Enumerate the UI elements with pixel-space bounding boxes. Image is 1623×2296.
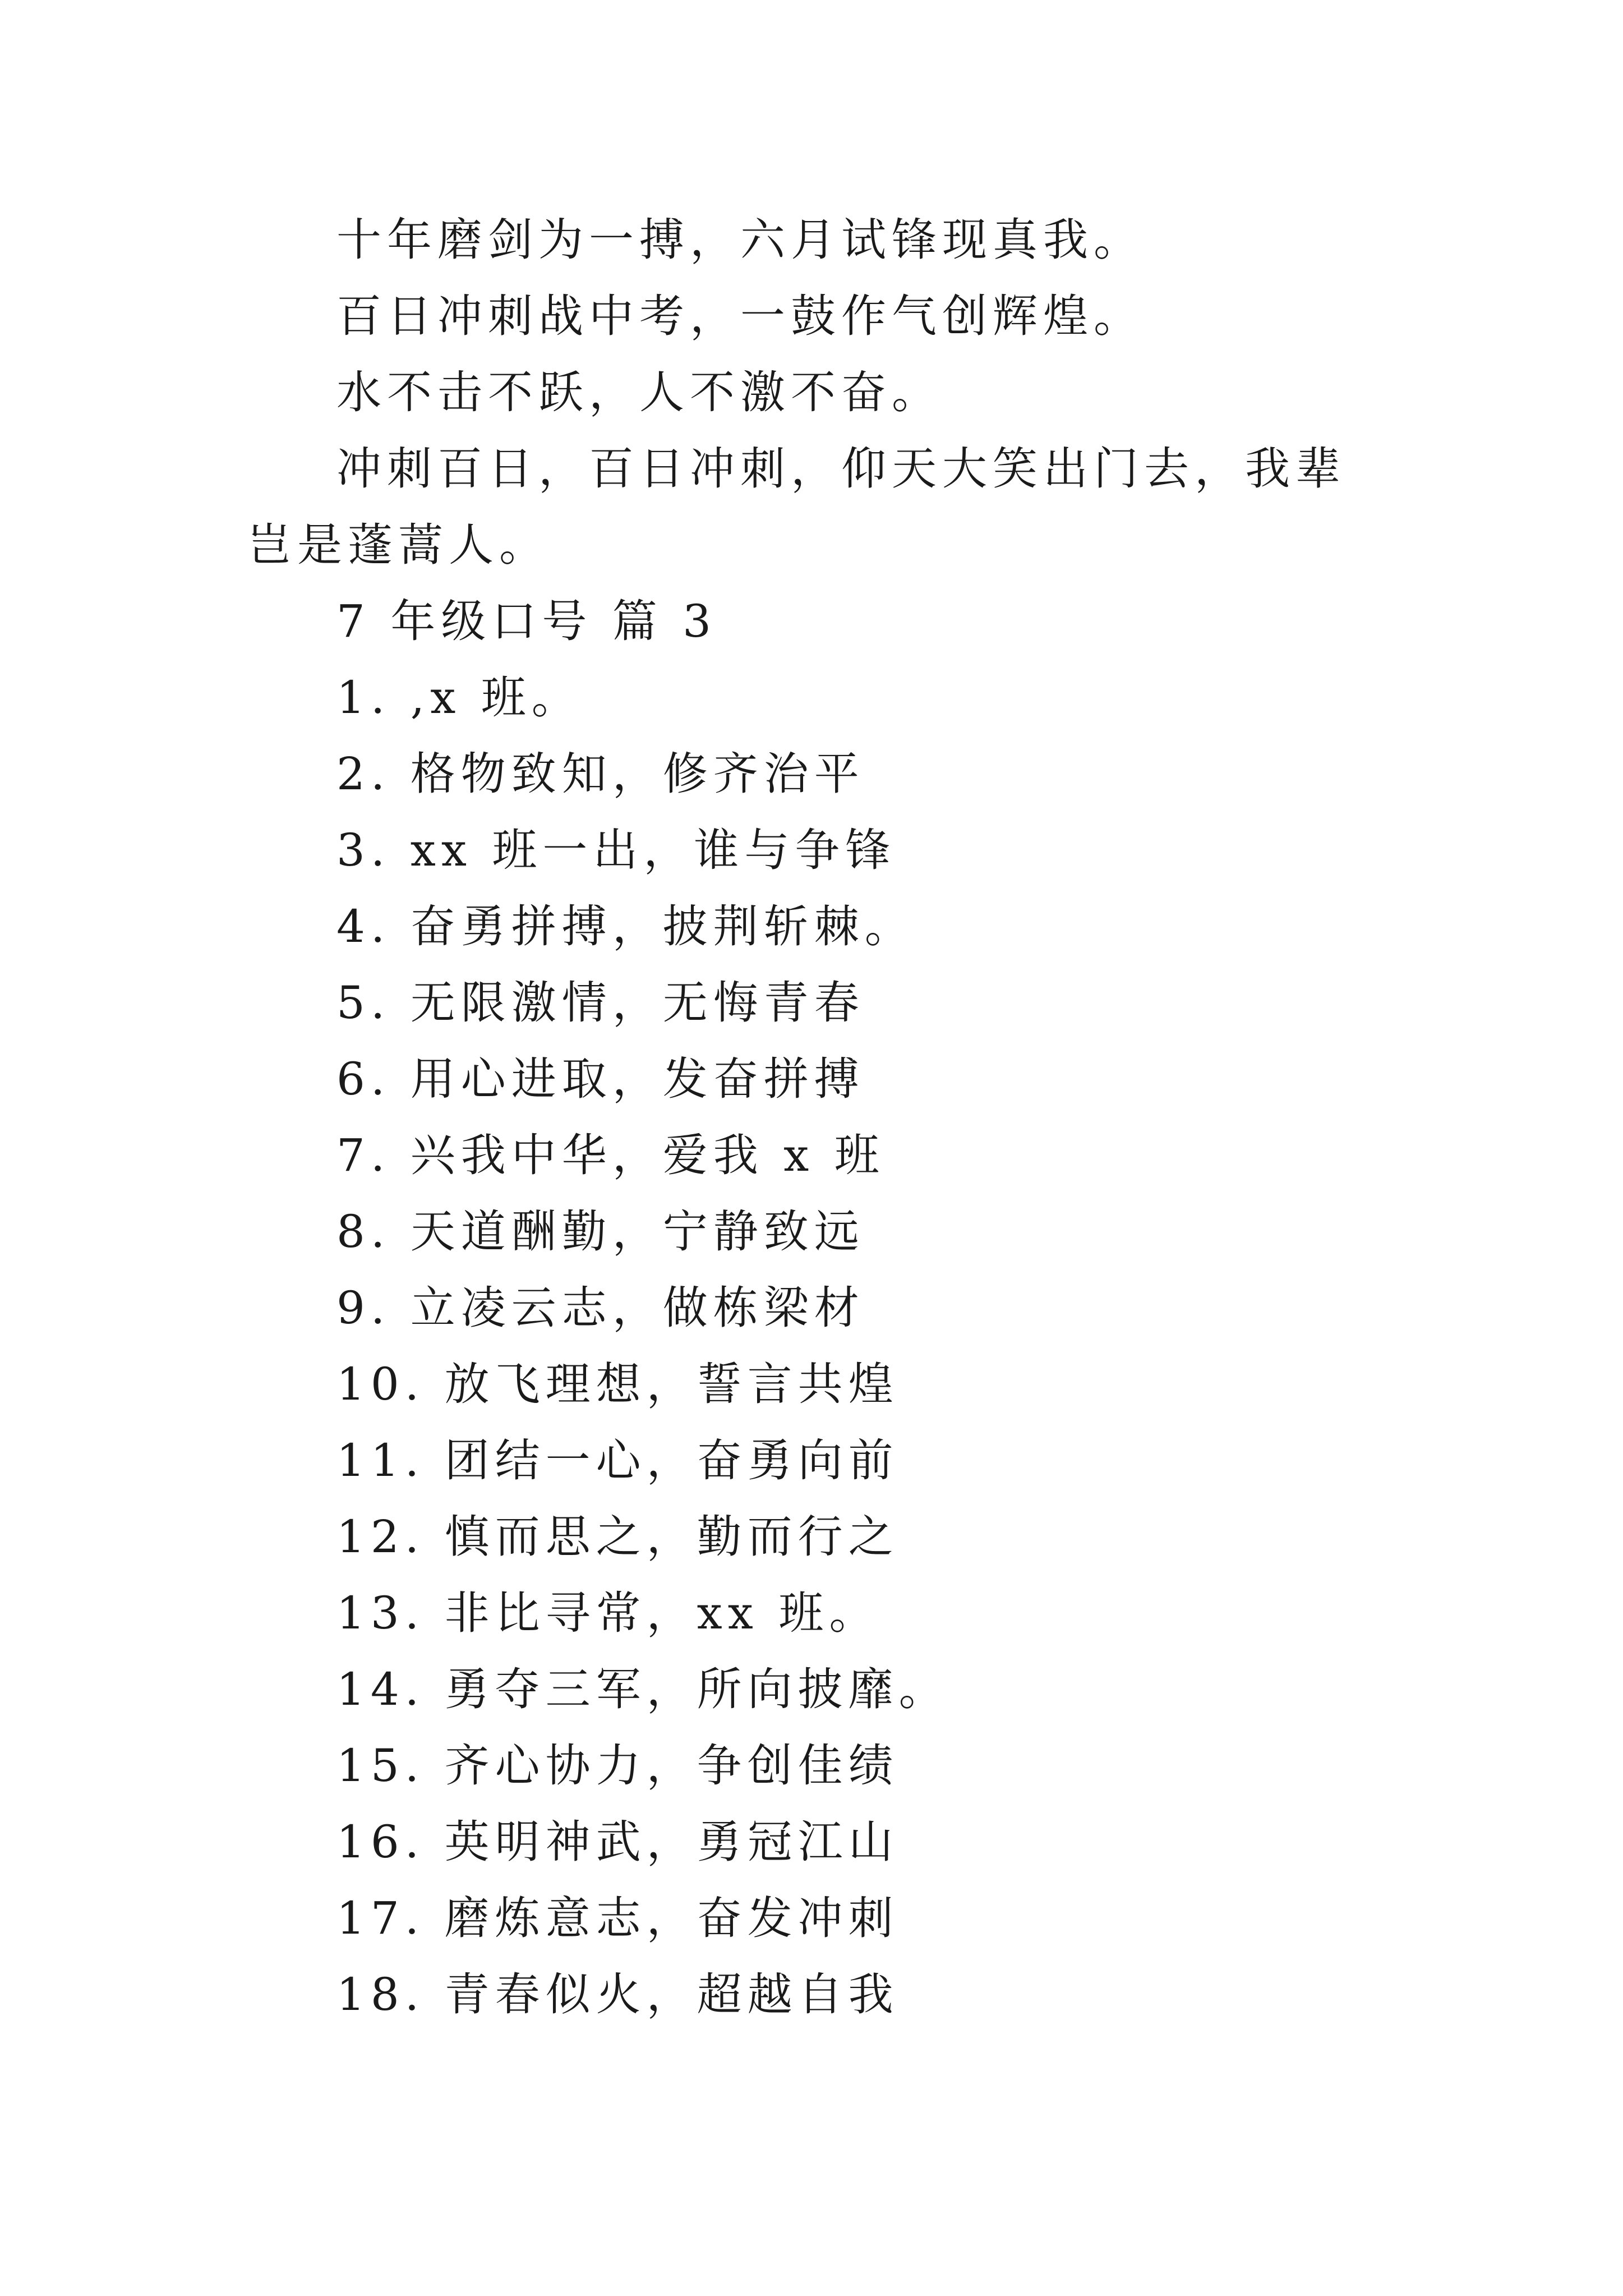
paragraph: 百日冲刺战中考，一鼓作气创辉煌。 (336, 290, 1144, 342)
slogan-item: 1. ,x 班。 (336, 671, 582, 724)
slogan-item: 18. 青春似火，超越自我 (336, 1968, 899, 2021)
slogan-item: 16. 英明神武，勇冠江山 (336, 1816, 899, 1868)
slogan-item: 7. 兴我中华，爱我 x 班 (336, 1129, 885, 1181)
slogan-item: 14. 勇夺三军，所向披靡。 (336, 1663, 949, 1715)
slogan-item: 6. 用心进取，发奋拼搏 (336, 1053, 865, 1105)
slogan-item: 15. 齐心协力，争创佳绩 (336, 1740, 899, 1792)
section-heading: 7 年级口号 篇 3 (336, 595, 717, 647)
slogan-item: 4. 奋勇拼搏，披荆斩棘。 (336, 900, 915, 953)
document-body (247, 202, 1385, 2033)
paragraph: 冲刺百日，百日冲刺，仰天大笑出门去，我辈岂是蓬蒿人。 (247, 443, 1346, 571)
slogan-item: 17. 磨炼意志，奋发冲刺 (336, 1892, 899, 1944)
slogan-item: 12. 慎而思之，勤而行之 (336, 1511, 899, 1563)
slogan-item: 11. 团结一心，奋勇向前 (336, 1434, 899, 1487)
paragraph: 十年磨剑为一搏，六月试锋现真我。 (336, 214, 1144, 266)
slogan-item: 13. 非比寻常，xx 班。 (336, 1587, 880, 1639)
slogan-item: 2. 格物致知，修齐治平 (336, 748, 865, 800)
slogan-item: 9. 立凌云志，做栋梁材 (336, 1282, 865, 1334)
paragraph: 水不击不跃，人不激不奋。 (336, 366, 942, 418)
slogan-item: 10. 放飞理想，誓言共煌 (336, 1358, 899, 1410)
slogan-item: 3. xx 班一出，谁与争锋 (336, 824, 896, 876)
slogan-item: 8. 天道酬勤，宁静致远 (336, 1205, 865, 1258)
slogan-item: 5. 无限激情，无悔青春 (336, 977, 865, 1029)
